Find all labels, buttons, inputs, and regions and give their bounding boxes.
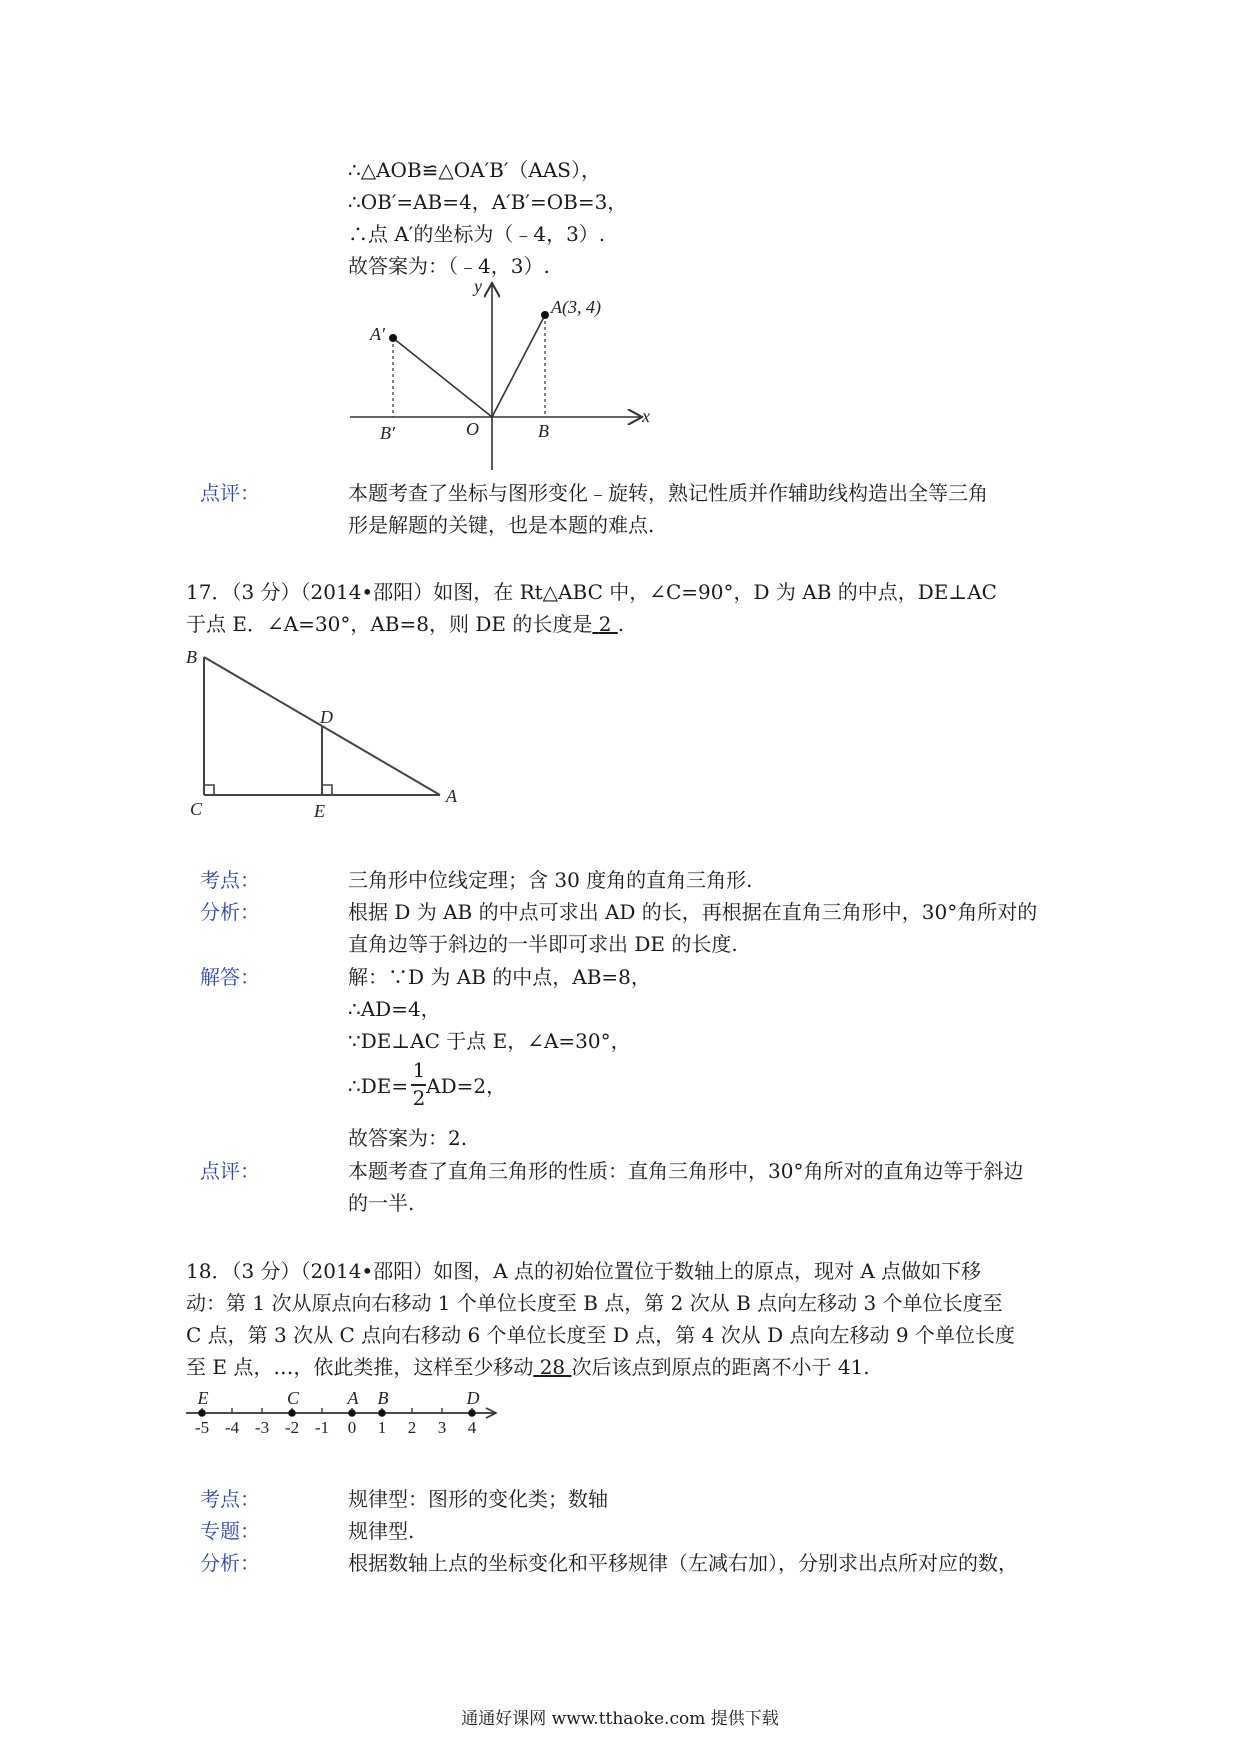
number-line-point-label: E — [197, 1388, 209, 1408]
number-line-point-label: C — [286, 1388, 300, 1408]
number-line-point — [288, 1409, 296, 1417]
q16-line-3: ∴点 A′的坐标为（﹣4，3）. — [348, 222, 606, 246]
q18-number-line — [180, 1385, 510, 1440]
q17-final-answer: 故答案为：2. — [348, 1126, 468, 1150]
q17-comment-line-1: 本题考查了直角三角形的性质：直角三角形中，30°角所对的直角边等于斜边 — [348, 1159, 1024, 1183]
q17-jieda-line-3: ∵DE⊥AC 于点 E，∠A=30°， — [348, 1029, 631, 1053]
q16-line-2: ∴OB′=AB=4，A′B′=OB=3， — [348, 190, 628, 214]
label-y: y — [474, 276, 482, 296]
q18-stem-line-1: 18．（3 分）（2014•邵阳）如图，A 点的初始位置位于数轴上的原点，现对 A 点做如下移 — [186, 1259, 982, 1283]
q17-kaodian: 三角形中位线定理；含 30 度角的直角三角形. — [348, 868, 753, 892]
q17-jieda-line-1: 解：∵D 为 AB 的中点，AB=8， — [348, 965, 651, 989]
label-a: A — [446, 786, 457, 806]
q17-kaodian-label: 考点： — [200, 868, 260, 892]
label-x: x — [642, 406, 650, 426]
number-line-point-label: B — [377, 1388, 389, 1408]
label-b: B — [538, 421, 549, 441]
q16-comment-label: 点评： — [200, 481, 260, 505]
q16-comment-line-1: 本题考查了坐标与图形变化﹣旋转，熟记性质并作辅助线构造出全等三角 — [348, 481, 988, 505]
segment-oa — [492, 315, 545, 417]
q18-stem-line-2: 动：第 1 次从原点向右移动 1 个单位长度至 B 点，第 2 次从 B 点向左移动 3 个单位长度至 — [186, 1291, 1003, 1315]
segment-oa-prime — [393, 338, 492, 417]
q18-zhuanti: 规律型. — [348, 1519, 415, 1543]
number-line-tick-label: -5 — [194, 1418, 210, 1437]
q16-comment-line-2: 形是解题的关键，也是本题的难点. — [348, 513, 655, 537]
q17-fenxi-line-1: 根据 D 为 AB 的中点可求出 AD 的长，再根据在直角三角形中，30°角所对的 — [348, 900, 1038, 924]
label-e: E — [314, 801, 325, 820]
q18-stem-line-3: C 点，第 3 次从 C 点向右移动 6 个单位长度至 D 点，第 4 次从 D 点向左移动 9 个单位长度 — [186, 1323, 1015, 1347]
q18-kaodian: 规律型：图形的变化类；数轴 — [348, 1487, 608, 1511]
label-a-prime: A′ — [370, 324, 385, 344]
q18-zhuanti-label: 专题： — [200, 1519, 260, 1543]
q17-de-post: AD=2， — [426, 1074, 507, 1098]
q18-stem-line-4 — [186, 1355, 870, 1379]
q18-fenxi: 根据数轴上点的坐标变化和平移规律（左减右加），分别求出点所对应的数， — [348, 1551, 1018, 1575]
number-line-tick-label: -4 — [224, 1418, 240, 1437]
label-c: C — [190, 799, 203, 819]
number-line-tick-label: -2 — [284, 1418, 300, 1437]
q17-jieda-label: 解答： — [200, 965, 260, 989]
number-line-point-label: A — [347, 1388, 359, 1408]
number-line-point — [468, 1409, 476, 1417]
q18-kaodian-label: 考点： — [200, 1487, 260, 1511]
q17-triangle-figure — [180, 645, 480, 820]
label-d: D — [320, 707, 333, 727]
number-line-point — [198, 1409, 206, 1417]
number-line-point — [378, 1409, 386, 1417]
point-a-prime — [389, 334, 397, 342]
page-footer: 通通好课网 www.tthaoke.com 提供下载 — [461, 1709, 779, 1729]
number-line-point-label: D — [466, 1388, 480, 1408]
q16-coordinate-figure — [340, 275, 660, 475]
q18-answer: 28 — [539, 1355, 566, 1379]
q17-comment-label: 点评： — [200, 1159, 260, 1183]
q18-stem-line-4-end: 次后该点到原点的距离不小于 41. — [571, 1355, 870, 1379]
label-b: B — [186, 647, 197, 667]
q17-comment-line-2: 的一半. — [348, 1191, 415, 1215]
number-line-tick-label: 2 — [407, 1418, 417, 1437]
number-line-tick-label: 3 — [437, 1418, 447, 1437]
q17-jieda-line-2: ∴AD=4， — [348, 997, 441, 1021]
number-line-tick-label: 4 — [467, 1418, 477, 1437]
q17-stem-line-1: 17．（3 分）（2014•邵阳）如图，在 Rt△ABC 中，∠C=90°，D 为 AB 的中点，DE⊥AC — [186, 580, 997, 604]
q17-answer: 2 — [598, 612, 612, 636]
label-a: A(3, 4) — [551, 297, 601, 317]
q16-line-4: 故答案为：（﹣4，3）. — [348, 254, 550, 278]
q17-stem-line-2-end: . — [617, 612, 625, 636]
number-line-point — [348, 1409, 356, 1417]
number-line-tick-label: -3 — [254, 1418, 270, 1437]
q17-fenxi-label: 分析： — [200, 900, 260, 924]
q17-fraction-denominator: 2 — [412, 1086, 426, 1110]
label-b-prime: B′ — [380, 423, 395, 443]
q17-fenxi-line-2: 直角边等于斜边的一半即可求出 DE 的长度. — [348, 932, 738, 956]
right-angle-c — [204, 785, 214, 795]
q16-line-1: ∴△AOB≌△OA′B′（AAS）， — [348, 158, 601, 182]
number-line-tick-label: 1 — [377, 1418, 387, 1437]
q18-fenxi-label: 分析： — [200, 1551, 260, 1575]
q17-fraction-numerator: 1 — [412, 1058, 426, 1082]
q17-stem-line-2 — [186, 612, 624, 636]
label-o: O — [466, 419, 479, 439]
right-angle-e — [322, 785, 332, 795]
q18-stem-line-4-text: 至 E 点，…，依此类推，这样至少移动 — [186, 1355, 534, 1379]
number-line-tick-label: -1 — [314, 1418, 330, 1437]
q17-de-pre: ∴DE= — [348, 1074, 409, 1098]
q17-stem-line-2-text: 于点 E．∠A=30°，AB=8，则 DE 的长度是 — [186, 612, 593, 636]
number-line-tick-label: 0 — [347, 1418, 357, 1437]
point-a — [541, 311, 549, 319]
